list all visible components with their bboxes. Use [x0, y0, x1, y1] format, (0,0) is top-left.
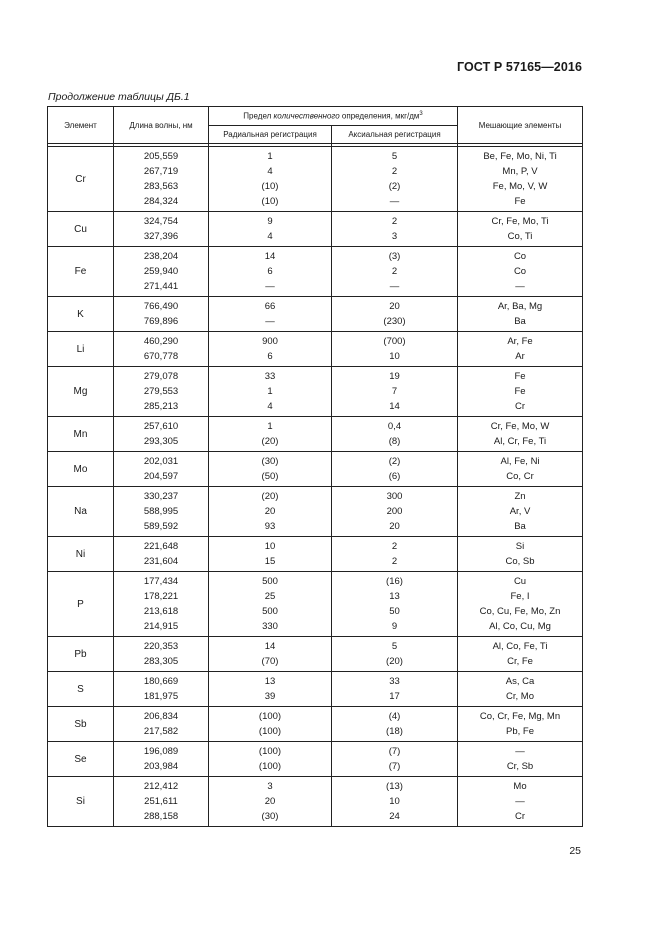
wavelength-value: 206,834 [143, 711, 179, 722]
radial-value: 1 [267, 386, 273, 397]
interfering-value: Cr, Fe, Mo, Ti [491, 216, 549, 227]
table-row [48, 777, 583, 827]
axial-value: 9 [391, 621, 398, 632]
wavelength-cell [114, 537, 209, 572]
table-body [48, 144, 583, 827]
radial-value: 4 [267, 401, 273, 412]
header-radial: Радиальная регистрация [209, 126, 332, 144]
element-cell: Cu [48, 212, 114, 247]
table-row [48, 212, 583, 247]
interfering-cell [458, 452, 583, 487]
table-row [48, 537, 583, 572]
wavelength-cell [114, 367, 209, 417]
interfering-value: As, Ca [505, 676, 535, 687]
interfering-cell [458, 707, 583, 742]
interfering-value: Cr, Sb [506, 761, 534, 772]
interfering-value: Fe, Mo, V, W [492, 181, 548, 192]
wavelength-value: 284,324 [143, 196, 179, 207]
radial-value: (70) [261, 656, 279, 667]
axial-cell [332, 147, 458, 212]
wavelength-cell [114, 297, 209, 332]
interfering-value: Fe, I [510, 591, 530, 602]
interfering-value: Cr, Fe, Mo, W [490, 421, 550, 432]
element-cell: Cr [48, 147, 114, 212]
radial-cell [209, 637, 332, 672]
interfering-value: Co, Cr, Fe, Mg, Mn [479, 711, 561, 722]
wavelength-value: 283,563 [143, 181, 179, 192]
wavelength-cell [114, 572, 209, 637]
interfering-value: Cr [515, 811, 526, 822]
interfering-cell [458, 247, 583, 297]
radial-value: (10) [261, 181, 279, 192]
wavelength-value: 220,353 [143, 641, 179, 652]
radial-value: (100) [258, 711, 282, 722]
wavelength-value: 766,490 [143, 301, 179, 312]
axial-value: 24 [389, 811, 400, 822]
radial-value: 4 [267, 166, 273, 177]
interfering-value: Cr, Mo [506, 691, 534, 702]
table-row [48, 332, 583, 367]
radial-value: 1 [267, 151, 273, 162]
wavelength-value: 283,305 [143, 656, 179, 667]
radial-value: 1 [267, 421, 273, 432]
wavelength-cell [114, 742, 209, 777]
element-cell: Sb [48, 707, 114, 742]
interfering-value: Al, Co, Fe, Ti [492, 641, 548, 652]
wavelength-cell [114, 452, 209, 487]
table-row [48, 637, 583, 672]
element-cell: S [48, 672, 114, 707]
interfering-cell [458, 332, 583, 367]
wavelength-value: 180,669 [143, 676, 179, 687]
interfering-value: Si [515, 541, 525, 552]
wavelength-cell [114, 672, 209, 707]
interfering-value: Co [513, 266, 527, 277]
header-element: Элемент [48, 107, 114, 144]
axial-value: 20 [389, 521, 400, 532]
radial-value: 10 [264, 541, 276, 552]
radial-value: 6 [267, 351, 273, 362]
axial-cell [332, 367, 458, 417]
radial-value: 4 [267, 231, 273, 242]
interfering-value: Al, Co, Cu, Mg [489, 621, 551, 632]
axial-value: 2 [391, 266, 398, 277]
interfering-cell [458, 147, 583, 212]
element-cell: P [48, 572, 114, 637]
axial-value: (4) [388, 711, 401, 722]
table-row [48, 147, 583, 212]
wavelength-value: 177,434 [143, 576, 179, 587]
wavelength-cell [114, 147, 209, 212]
axial-value: 17 [389, 691, 400, 702]
axial-cell [332, 212, 458, 247]
header-quant-limit-italic: количественного [273, 111, 340, 121]
table-row [48, 742, 583, 777]
interfering-value: Cr [515, 401, 526, 412]
axial-value: (7) [388, 761, 401, 772]
radial-cell [209, 572, 332, 637]
header-quant-limit-suffix: определения, мкг/дм [339, 111, 420, 121]
wavelength-value: 267,719 [143, 166, 179, 177]
radial-cell [209, 742, 332, 777]
radial-value: 500 [262, 606, 278, 617]
axial-value: 2 [391, 541, 398, 552]
wavelength-value: 330,237 [143, 491, 179, 502]
wavelength-value: 212,412 [143, 781, 179, 792]
axial-value: (2) [388, 181, 401, 192]
radial-cell [209, 777, 332, 827]
wavelength-value: 460,290 [143, 336, 179, 347]
interfering-cell [458, 487, 583, 537]
radial-value: 13 [264, 676, 276, 687]
axial-value: — [389, 281, 400, 292]
interfering-value: Co, Cu, Fe, Mo, Zn [479, 606, 561, 617]
radial-value: (100) [258, 726, 282, 737]
data-table [47, 106, 583, 827]
axial-value: 2 [391, 166, 398, 177]
header-quant-limit-sup: 3 [419, 111, 423, 118]
axial-value: 19 [389, 371, 400, 382]
radial-value: — [265, 316, 275, 327]
axial-value: (8) [388, 436, 401, 447]
element-cell: Mg [48, 367, 114, 417]
wavelength-value: 251,611 [144, 796, 178, 807]
radial-value: 93 [264, 521, 276, 532]
interfering-cell [458, 742, 583, 777]
radial-value: 14 [264, 641, 276, 652]
table-caption: Продолжение таблицы ДБ.1 [48, 91, 190, 103]
axial-cell [332, 452, 458, 487]
interfering-value: Pb, Fe [506, 726, 535, 737]
interfering-value: Co, Ti [507, 231, 533, 242]
radial-cell [209, 452, 332, 487]
wavelength-cell [114, 487, 209, 537]
axial-value: 2 [391, 556, 398, 567]
wavelength-value: 324,754 [143, 216, 179, 227]
radial-value: 500 [262, 576, 278, 587]
wavelength-cell [114, 637, 209, 672]
axial-cell [332, 637, 458, 672]
axial-value: 50 [389, 606, 400, 617]
table-row [48, 572, 583, 637]
axial-cell [332, 297, 458, 332]
interfering-value: Fe [514, 386, 526, 397]
radial-value: (30) [261, 456, 279, 467]
wavelength-value: 588,995 [143, 506, 179, 517]
interfering-cell [458, 777, 583, 827]
document-header: ГОСТ Р 57165—2016 [456, 60, 582, 74]
axial-value: (700) [383, 336, 406, 347]
radial-cell [209, 247, 332, 297]
axial-cell [332, 247, 458, 297]
wavelength-cell [114, 417, 209, 452]
radial-value: (100) [258, 761, 282, 772]
element-cell: Mo [48, 452, 114, 487]
wavelength-cell [114, 707, 209, 742]
wavelength-value: 257,610 [143, 421, 179, 432]
element-cell: Mn [48, 417, 114, 452]
wavelength-value: 178,221 [143, 591, 179, 602]
axial-cell [332, 742, 458, 777]
radial-cell [209, 332, 332, 367]
radial-value: (20) [261, 491, 279, 502]
radial-value: 33 [264, 371, 276, 382]
radial-cell [209, 537, 332, 572]
interfering-value: Ar [515, 351, 525, 362]
wavelength-value: 214,915 [143, 621, 179, 632]
wavelength-value: 205,559 [143, 151, 179, 162]
wavelength-value: 769,896 [143, 316, 179, 327]
table-row [48, 707, 583, 742]
wavelength-value: 293,305 [143, 436, 179, 447]
interfering-value: Mo [513, 781, 527, 792]
radial-cell [209, 147, 332, 212]
axial-value: 0,4 [387, 421, 402, 432]
interfering-cell [458, 367, 583, 417]
axial-cell [332, 572, 458, 637]
element-cell: K [48, 297, 114, 332]
radial-cell [209, 672, 332, 707]
element-cell: Pb [48, 637, 114, 672]
interfering-value: Mn, P, V [502, 166, 538, 177]
element-cell: Ni [48, 537, 114, 572]
wavelength-value: 279,553 [143, 386, 179, 397]
wavelength-value: 279,078 [143, 371, 179, 382]
interfering-value: Fe [514, 196, 526, 207]
header-quant-limit [209, 107, 458, 126]
axial-value: 3 [391, 231, 398, 242]
interfering-cell [458, 572, 583, 637]
axial-cell [332, 332, 458, 367]
radial-value: — [265, 281, 275, 292]
axial-value: 10 [389, 351, 400, 362]
axial-value: (20) [386, 656, 403, 667]
radial-value: (30) [261, 811, 279, 822]
wavelength-value: 203,984 [143, 761, 179, 772]
interfering-cell [458, 417, 583, 452]
axial-value: (6) [388, 471, 401, 482]
axial-cell [332, 537, 458, 572]
interfering-value: Al, Fe, Ni [500, 456, 540, 467]
radial-cell [209, 487, 332, 537]
interfering-value: Co [513, 251, 527, 262]
radial-cell [209, 367, 332, 417]
header-axial: Аксиальная регистрация [332, 126, 458, 144]
interfering-value: Al, Cr, Fe, Ti [493, 436, 547, 447]
radial-value: 3 [267, 781, 273, 792]
axial-value: (230) [383, 316, 406, 327]
axial-cell [332, 417, 458, 452]
radial-value: 14 [264, 251, 276, 262]
radial-value: (20) [261, 436, 279, 447]
wavelength-value: 589,592 [143, 521, 179, 532]
interfering-value: — [515, 746, 525, 757]
axial-value: — [389, 196, 400, 207]
table-row [48, 417, 583, 452]
wavelength-value: 285,213 [143, 401, 179, 412]
axial-cell [332, 487, 458, 537]
wavelength-value: 231,604 [143, 556, 179, 567]
radial-value: 900 [262, 336, 278, 347]
radial-value: 20 [264, 796, 276, 807]
interfering-cell [458, 212, 583, 247]
axial-value: 20 [389, 301, 400, 312]
table-row [48, 487, 583, 537]
page-number: 25 [569, 845, 581, 857]
header-quant-limit-prefix: Предел [243, 111, 274, 121]
axial-value: 2 [391, 216, 398, 227]
element-cell: Li [48, 332, 114, 367]
interfering-value: Co, Sb [505, 556, 535, 567]
axial-value: 300 [386, 491, 403, 502]
element-cell: Si [48, 777, 114, 827]
axial-value: (16) [386, 576, 403, 587]
header-interfering: Мешающие элементы [458, 107, 583, 144]
table-row [48, 452, 583, 487]
radial-value: 39 [264, 691, 276, 702]
table-row [48, 247, 583, 297]
wavelength-value: 288,158 [143, 811, 179, 822]
radial-value: 330 [262, 621, 278, 632]
interfering-value: Fe [514, 371, 526, 382]
element-cell: Se [48, 742, 114, 777]
radial-value: 66 [264, 301, 276, 312]
radial-value: 6 [267, 266, 273, 277]
radial-value: (10) [261, 196, 279, 207]
interfering-value: Cr, Fe [507, 656, 533, 667]
interfering-value: — [515, 796, 525, 807]
axial-value: 200 [386, 506, 403, 517]
wavelength-value: 271,441 [143, 281, 179, 292]
wavelength-cell [114, 212, 209, 247]
wavelength-cell [114, 332, 209, 367]
interfering-value: Zn [514, 491, 526, 502]
radial-value: (100) [258, 746, 282, 757]
interfering-cell [458, 637, 583, 672]
axial-value: 14 [389, 401, 400, 412]
radial-value: 20 [264, 506, 276, 517]
axial-cell [332, 672, 458, 707]
table-row [48, 367, 583, 417]
axial-value: (2) [388, 456, 401, 467]
interfering-cell [458, 537, 583, 572]
wavelength-value: 327,396 [143, 231, 179, 242]
radial-value: 9 [267, 216, 273, 227]
axial-value: 13 [389, 591, 400, 602]
axial-value: 5 [391, 641, 398, 652]
axial-value: 7 [391, 386, 398, 397]
interfering-value: — [515, 281, 525, 292]
wavelength-value: 202,031 [143, 456, 179, 467]
interfering-value: Ar, V [509, 506, 531, 517]
interfering-value: Co, Cr [506, 471, 534, 482]
wavelength-value: 259,940 [143, 266, 179, 277]
interfering-cell [458, 297, 583, 332]
radial-cell [209, 212, 332, 247]
axial-value: 5 [391, 151, 398, 162]
radial-cell [209, 707, 332, 742]
table-row [48, 297, 583, 332]
radial-cell [209, 297, 332, 332]
interfering-value: Cu [513, 576, 527, 587]
axial-cell [332, 707, 458, 742]
wavelength-value: 213,618 [143, 606, 179, 617]
wavelength-cell [114, 777, 209, 827]
interfering-value: Ba [514, 521, 526, 532]
axial-cell [332, 777, 458, 827]
table-row [48, 672, 583, 707]
radial-value: (50) [261, 471, 279, 482]
element-cell: Fe [48, 247, 114, 297]
wavelength-cell [114, 247, 209, 297]
axial-value: (13) [386, 781, 403, 792]
interfering-value: Be, Fe, Mo, Ni, Ti [483, 151, 557, 162]
header-wavelength: Длина волны, нм [114, 107, 209, 144]
radial-value: 15 [264, 556, 276, 567]
axial-value: (18) [386, 726, 403, 737]
interfering-value: Ar, Ba, Mg [497, 301, 543, 312]
axial-value: (3) [388, 251, 401, 262]
wavelength-value: 204,597 [143, 471, 179, 482]
wavelength-value: 670,778 [143, 351, 179, 362]
radial-cell [209, 417, 332, 452]
axial-value: (7) [388, 746, 401, 757]
interfering-cell [458, 672, 583, 707]
axial-value: 33 [389, 676, 400, 687]
axial-value: 10 [389, 796, 400, 807]
interfering-value: Ba [514, 316, 526, 327]
wavelength-value: 181,975 [143, 691, 179, 702]
interfering-value: Ar, Fe [507, 336, 533, 347]
wavelength-value: 196,089 [143, 746, 179, 757]
radial-value: 25 [264, 591, 276, 602]
wavelength-value: 238,204 [143, 251, 179, 262]
wavelength-value: 221,648 [143, 541, 179, 552]
wavelength-value: 217,582 [143, 726, 179, 737]
element-cell: Na [48, 487, 114, 537]
